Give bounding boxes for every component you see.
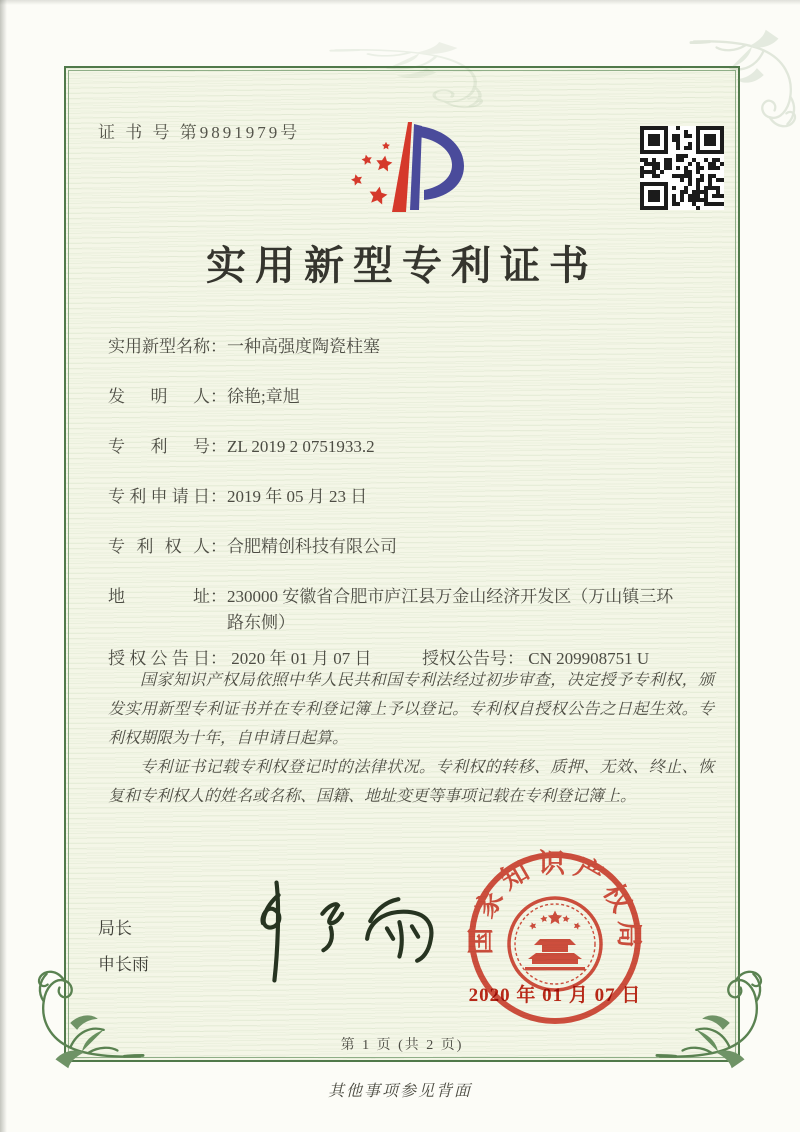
- legal-paragraph-2: 专利证书记载专利权登记时的法律状况。专利权的转移、质押、无效、终止、恢复和专利权人的姓名或名称、国籍、地址变更等事项记载在专利登记簿上。: [108, 759, 714, 805]
- field-value: 合肥精创科技有限公司: [227, 537, 397, 556]
- logo-stars: [350, 142, 393, 205]
- grant-date-value: 2020 年 01 月 07 日: [231, 649, 372, 668]
- field-label: 地址: [108, 587, 210, 606]
- field-label: 专利权人: [108, 537, 210, 556]
- certificate-number: 证 书 号 第9891979号: [98, 123, 301, 142]
- flourish-showthrough-top-right-icon: [690, 18, 800, 136]
- grant-row: 授权公告日： 2020 年 01 月 07 日 授权公告号： CN 209908751 U: [108, 646, 712, 672]
- field-row-address: 地址 ： 230000 安徽省合肥市庐江县万金山经济开发区（万山镇三环路东侧）: [108, 584, 712, 636]
- cnipa-logo-icon: [334, 108, 474, 232]
- scan-edge-shadow-top: [0, 0, 800, 5]
- logo-blue-bowl: [419, 126, 464, 200]
- qr-code: [640, 126, 724, 210]
- signature-autograph: [214, 874, 464, 989]
- seal-ring-text: 国家知识产权局: [465, 848, 645, 955]
- field-value: 一种高强度陶瓷柱塞: [227, 337, 380, 356]
- logo-red-wedge: [392, 122, 412, 212]
- certificate-title: 实用新型专利证书: [206, 243, 598, 288]
- field-row: 专利号 ： ZL 2019 2 0751933.2: [108, 434, 712, 460]
- field-label: 专利号: [108, 437, 210, 456]
- svg-text:国家知识产权局: [466, 849, 644, 955]
- grant-date-label: 授权公告日: [108, 649, 210, 668]
- field-row: 专利申请日 ： 2019 年 05 月 23 日: [108, 484, 712, 510]
- back-side-note: 其他事项参见背面: [327, 1083, 472, 1100]
- page-number: 第 1 页 (共 2 页): [340, 1038, 464, 1053]
- officer-title: 局长: [98, 919, 132, 938]
- field-row: 实用新型名称 ： 一种高强度陶瓷柱塞: [108, 334, 712, 360]
- field-value: 2019 年 05 月 23 日: [227, 487, 368, 506]
- flourish-corner-bottom-left-icon: [26, 962, 144, 1080]
- legal-paragraph-1: 国家知识产权局依照中华人民共和国专利法经过初步审查，决定授予专利权，颁发实用新型专利证书并在专利登记簿上予以登记。专利权自授权公告之日起生效。专利权期限为十年，自申请日起算。: [108, 672, 714, 747]
- seal-national-emblem: [509, 898, 601, 990]
- field-value: 230000 安徽省合肥市庐江县万金山经济开发区（万山镇三环路东侧）: [227, 587, 674, 632]
- grant-no-label: 授权公告号: [422, 649, 507, 668]
- field-label: 实用新型名称: [108, 337, 210, 356]
- flourish-showthrough-top-center-icon: [330, 34, 500, 114]
- field-row: 专利权人 ： 合肥精创科技有限公司: [108, 534, 712, 560]
- fields-section: [108, 334, 712, 672]
- field-label: 发明人: [108, 387, 210, 406]
- field-value: 徐艳;章旭: [227, 387, 300, 406]
- grant-no-value: CN 209908751 U: [528, 649, 650, 668]
- flourish-corner-bottom-right-icon: [656, 962, 774, 1080]
- field-value: ZL 2019 2 0751933.2: [227, 437, 375, 456]
- officer-name: 申长雨: [98, 955, 149, 974]
- seal-date: 2020 年 01 月 07 日: [468, 985, 642, 1006]
- legal-text: [108, 666, 714, 811]
- scan-edge-shadow: [0, 0, 7, 1132]
- certificate-frame: [64, 66, 740, 1062]
- field-label: 专利申请日: [108, 487, 210, 506]
- field-row: 发明人 ： 徐艳;章旭: [108, 384, 712, 410]
